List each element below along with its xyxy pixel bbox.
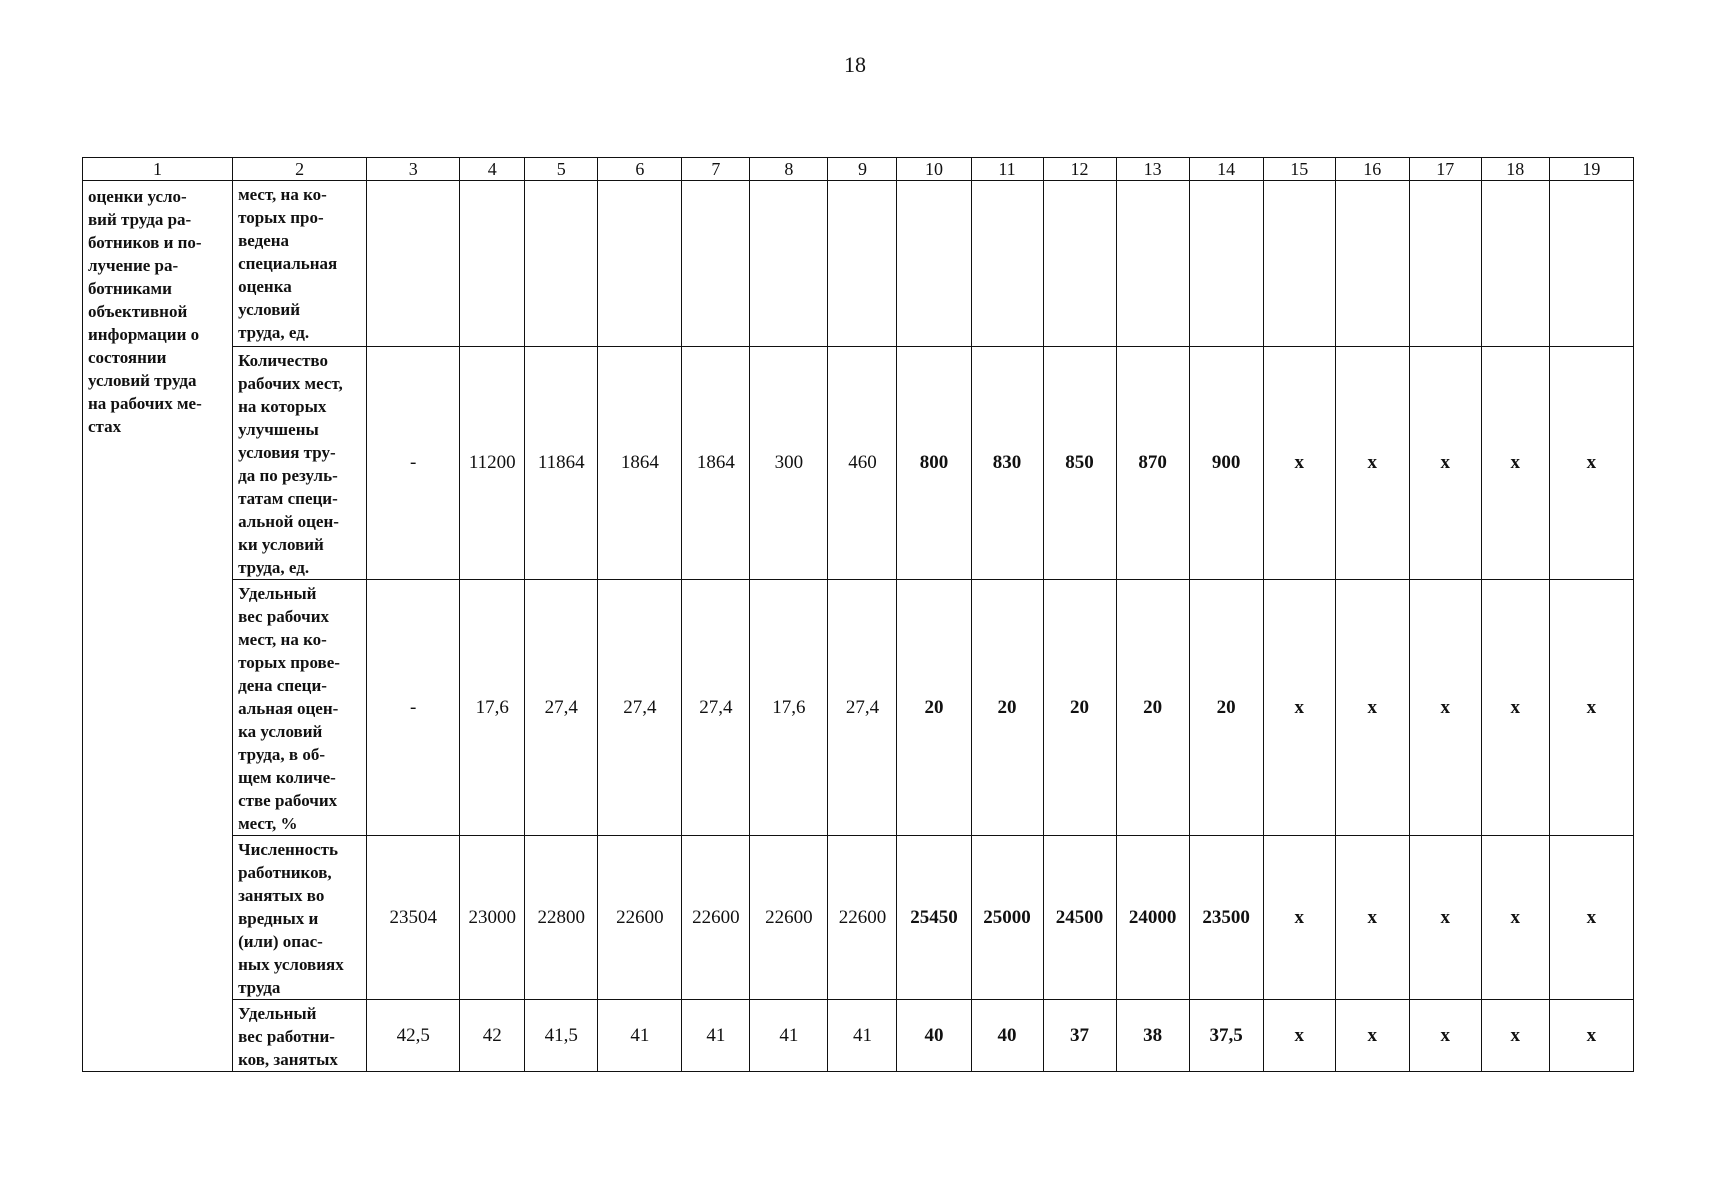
value-cell: x xyxy=(1263,836,1335,1000)
table-row xyxy=(83,836,1634,1000)
value-cell: x xyxy=(1409,1000,1481,1072)
value-cell xyxy=(1409,181,1481,347)
indicator-text: Количество рабочих мест, на которых улучшены условия тру- да по резуль- татам специ- альной оцен- ки условий труда, ед. xyxy=(238,351,343,577)
value-cell xyxy=(1189,181,1263,347)
value-cell: 40 xyxy=(971,1000,1043,1072)
value-cell: x xyxy=(1481,1000,1549,1072)
header-cell: 4 xyxy=(460,158,525,181)
value-cell xyxy=(525,181,598,347)
event-name-cell xyxy=(83,181,233,1072)
value-cell: x xyxy=(1481,580,1549,836)
value-cell: 41,5 xyxy=(525,1000,598,1072)
value-cell: x xyxy=(1549,836,1633,1000)
value-cell: 41 xyxy=(682,1000,750,1072)
indicator-text: Удельный вес работни- ков, занятых xyxy=(238,1004,338,1069)
header-cell: 3 xyxy=(367,158,460,181)
value-cell: 460 xyxy=(828,347,897,580)
indicator-cell xyxy=(233,181,367,347)
value-cell: x xyxy=(1409,836,1481,1000)
value-cell: 23000 xyxy=(460,836,525,1000)
header-cell: 11 xyxy=(971,158,1043,181)
header-cell: 16 xyxy=(1335,158,1409,181)
header-cell: 1 xyxy=(83,158,233,181)
table-row xyxy=(83,580,1634,836)
value-cell: x xyxy=(1481,836,1549,1000)
value-cell: - xyxy=(367,580,460,836)
value-cell xyxy=(1116,181,1189,347)
value-cell: 20 xyxy=(971,580,1043,836)
value-cell: 27,4 xyxy=(525,580,598,836)
value-cell xyxy=(971,181,1043,347)
value-cell: 27,4 xyxy=(828,580,897,836)
value-cell xyxy=(1043,181,1116,347)
header-cell: 10 xyxy=(897,158,971,181)
header-cell: 14 xyxy=(1189,158,1263,181)
value-cell: 41 xyxy=(750,1000,828,1072)
value-cell xyxy=(1335,181,1409,347)
value-cell xyxy=(828,181,897,347)
value-cell: 22800 xyxy=(525,836,598,1000)
value-cell xyxy=(1481,181,1549,347)
value-cell xyxy=(367,181,460,347)
table-row xyxy=(83,347,1634,580)
value-cell: x xyxy=(1335,580,1409,836)
header-cell: 13 xyxy=(1116,158,1189,181)
value-cell: 20 xyxy=(897,580,971,836)
value-cell: 11200 xyxy=(460,347,525,580)
value-cell: 42 xyxy=(460,1000,525,1072)
value-cell: 23504 xyxy=(367,836,460,1000)
value-cell: 850 xyxy=(1043,347,1116,580)
value-cell: 22600 xyxy=(750,836,828,1000)
value-cell: 800 xyxy=(897,347,971,580)
header-cell: 8 xyxy=(750,158,828,181)
indicators-table xyxy=(82,157,1634,1072)
value-cell: 17,6 xyxy=(460,580,525,836)
value-cell: 23500 xyxy=(1189,836,1263,1000)
value-cell: 41 xyxy=(828,1000,897,1072)
value-cell: x xyxy=(1409,580,1481,836)
value-cell: x xyxy=(1549,580,1633,836)
value-cell: 41 xyxy=(598,1000,682,1072)
value-cell: 37,5 xyxy=(1189,1000,1263,1072)
value-cell: x xyxy=(1549,347,1633,580)
value-cell xyxy=(750,181,828,347)
event-name-text: оценки усло- вий труда ра- ботников и по- лучение ра- ботниками объективной информации о состоянии условий труда на рабочих ме- стах xyxy=(88,187,202,436)
value-cell: 22600 xyxy=(828,836,897,1000)
value-cell: 40 xyxy=(897,1000,971,1072)
value-cell: 20 xyxy=(1116,580,1189,836)
value-cell xyxy=(682,181,750,347)
value-cell: 25450 xyxy=(897,836,971,1000)
value-cell: 1864 xyxy=(682,347,750,580)
indicator-text: Численность работников, занятых во вредных и (или) опас- ных условиях труда xyxy=(238,840,344,997)
indicator-cell xyxy=(233,347,367,580)
header-cell: 12 xyxy=(1043,158,1116,181)
indicator-cell xyxy=(233,1000,367,1072)
value-cell: 20 xyxy=(1189,580,1263,836)
header-cell: 15 xyxy=(1263,158,1335,181)
value-cell: x xyxy=(1263,580,1335,836)
value-cell xyxy=(460,181,525,347)
value-cell: 830 xyxy=(971,347,1043,580)
value-cell: x xyxy=(1409,347,1481,580)
value-cell: 42,5 xyxy=(367,1000,460,1072)
value-cell: x xyxy=(1263,1000,1335,1072)
value-cell: 17,6 xyxy=(750,580,828,836)
header-cell: 7 xyxy=(682,158,750,181)
indicator-cell xyxy=(233,580,367,836)
value-cell xyxy=(897,181,971,347)
value-cell: x xyxy=(1335,836,1409,1000)
value-cell: 24500 xyxy=(1043,836,1116,1000)
value-cell: 38 xyxy=(1116,1000,1189,1072)
indicator-text: Удельный вес рабочих мест, на ко- торых прове- дена специ- альная оцен- ка условий труда, в об- щем количе- стве рабочих мест, % xyxy=(238,584,340,833)
value-cell: 22600 xyxy=(598,836,682,1000)
value-cell: 25000 xyxy=(971,836,1043,1000)
value-cell: 37 xyxy=(1043,1000,1116,1072)
value-cell xyxy=(1549,181,1633,347)
value-cell: x xyxy=(1335,347,1409,580)
header-cell: 5 xyxy=(525,158,598,181)
value-cell: - xyxy=(367,347,460,580)
value-cell: 11864 xyxy=(525,347,598,580)
header-row xyxy=(83,158,1634,181)
header-cell: 19 xyxy=(1549,158,1633,181)
value-cell: 900 xyxy=(1189,347,1263,580)
value-cell: x xyxy=(1549,1000,1633,1072)
value-cell: 22600 xyxy=(682,836,750,1000)
indicator-cell xyxy=(233,836,367,1000)
value-cell: x xyxy=(1481,347,1549,580)
table-row xyxy=(83,181,1634,347)
header-cell: 2 xyxy=(233,158,367,181)
header-cell: 9 xyxy=(828,158,897,181)
table-row xyxy=(83,1000,1634,1072)
value-cell: x xyxy=(1263,347,1335,580)
value-cell: x xyxy=(1335,1000,1409,1072)
header-cell: 17 xyxy=(1409,158,1481,181)
value-cell: 1864 xyxy=(598,347,682,580)
value-cell: 27,4 xyxy=(598,580,682,836)
indicator-text: мест, на ко- торых про- ведена специальная оценка условий труда, ед. xyxy=(238,185,338,342)
page-number: 18 xyxy=(844,52,866,77)
header-cell: 6 xyxy=(598,158,682,181)
value-cell xyxy=(1263,181,1335,347)
value-cell: 870 xyxy=(1116,347,1189,580)
header-cell: 18 xyxy=(1481,158,1549,181)
value-cell: 20 xyxy=(1043,580,1116,836)
value-cell: 300 xyxy=(750,347,828,580)
value-cell: 24000 xyxy=(1116,836,1189,1000)
value-cell xyxy=(598,181,682,347)
value-cell: 27,4 xyxy=(682,580,750,836)
